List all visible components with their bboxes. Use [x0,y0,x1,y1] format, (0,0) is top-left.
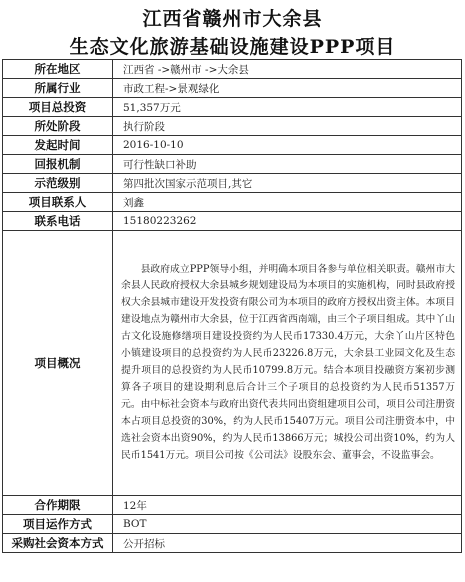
row-value: 执行阶段 [113,117,462,136]
row-label: 合作期限 [3,496,113,515]
table-row [3,193,462,212]
project-info-table [2,59,462,553]
row-label: 项目总投资 [3,98,113,117]
row-value: 51,357万元 [113,98,462,117]
overview-text: 县政府成立PPP领导小组，并明确本项目各参与单位相关职责。赣州市大余县人民政府授权大余县城乡规划建设局为本项目的实施机构，同时县政府授权大余县城市建设开发投资有限公司为本项目的政府方授权出资主体。本项目建设地点为赣州市大余县，位于江西省西南端，由三个子项目组成。其中丫山古文化设施修缮项目建设投资约为人民币17330.4万元，大余丫山片区特色小镇建设项目的总投资约为人民币23226.8万元，大余县工业园文化及生态提升项目的总投资约为人民币10799.8万元。结合本项目投融资方案初步测算各子项目的建设期利息后合计三个子项目的总投资约为人民币51357万元。由中标社会资本与政府出资代表共同出资组建项目公司，项目公司注册资本占项目总投资的30%，约为人民币15407万元。项目公司注册资本中，中选社会资本出资90%，约为人民币13866万元；城投公司出资10%，约为人民币1541万元。项目公司按《公司法》设股东会、董事会，不设监事会。 [113,231,462,496]
table-row [3,79,462,98]
row-label: 联系电话 [3,212,113,231]
row-label: 所在地区 [3,60,113,79]
overview-row [3,231,462,496]
row-value: 第四批次国家示范项目,其它 [113,174,462,193]
overview-label: 项目概况 [3,231,113,496]
row-label: 项目联系人 [3,193,113,212]
table-row [3,534,462,553]
table-row [3,174,462,193]
row-value: 公开招标 [113,534,462,553]
row-label: 示范级别 [3,174,113,193]
table-row [3,515,462,534]
row-value: 12年 [113,496,462,515]
row-label: 采购社会资本方式 [3,534,113,553]
row-label: 项目运作方式 [3,515,113,534]
table-row [3,60,462,79]
table-row [3,136,462,155]
table-row [3,212,462,231]
row-label: 所处阶段 [3,117,113,136]
row-label: 发起时间 [3,136,113,155]
row-label: 回报机制 [3,155,113,174]
row-label: 所属行业 [3,79,113,98]
table-row [3,496,462,515]
document-title-line-1: 江西省赣州市大余县 [142,8,323,30]
document-title-line-2: 生态文化旅游基础设施建设PPP项目 [69,36,396,58]
row-value: 市政工程->景观绿化 [113,79,462,98]
table-row [3,98,462,117]
row-value: 可行性缺口补助 [113,155,462,174]
row-value: BOT [113,515,462,534]
table-row [3,117,462,136]
table-row [3,155,462,174]
row-value: 江西省 ->赣州市 ->大余县 [113,60,462,79]
row-value: 2016-10-10 [113,136,462,155]
row-value: 刘鑫 [113,193,462,212]
row-value: 15180223262 [113,212,462,231]
